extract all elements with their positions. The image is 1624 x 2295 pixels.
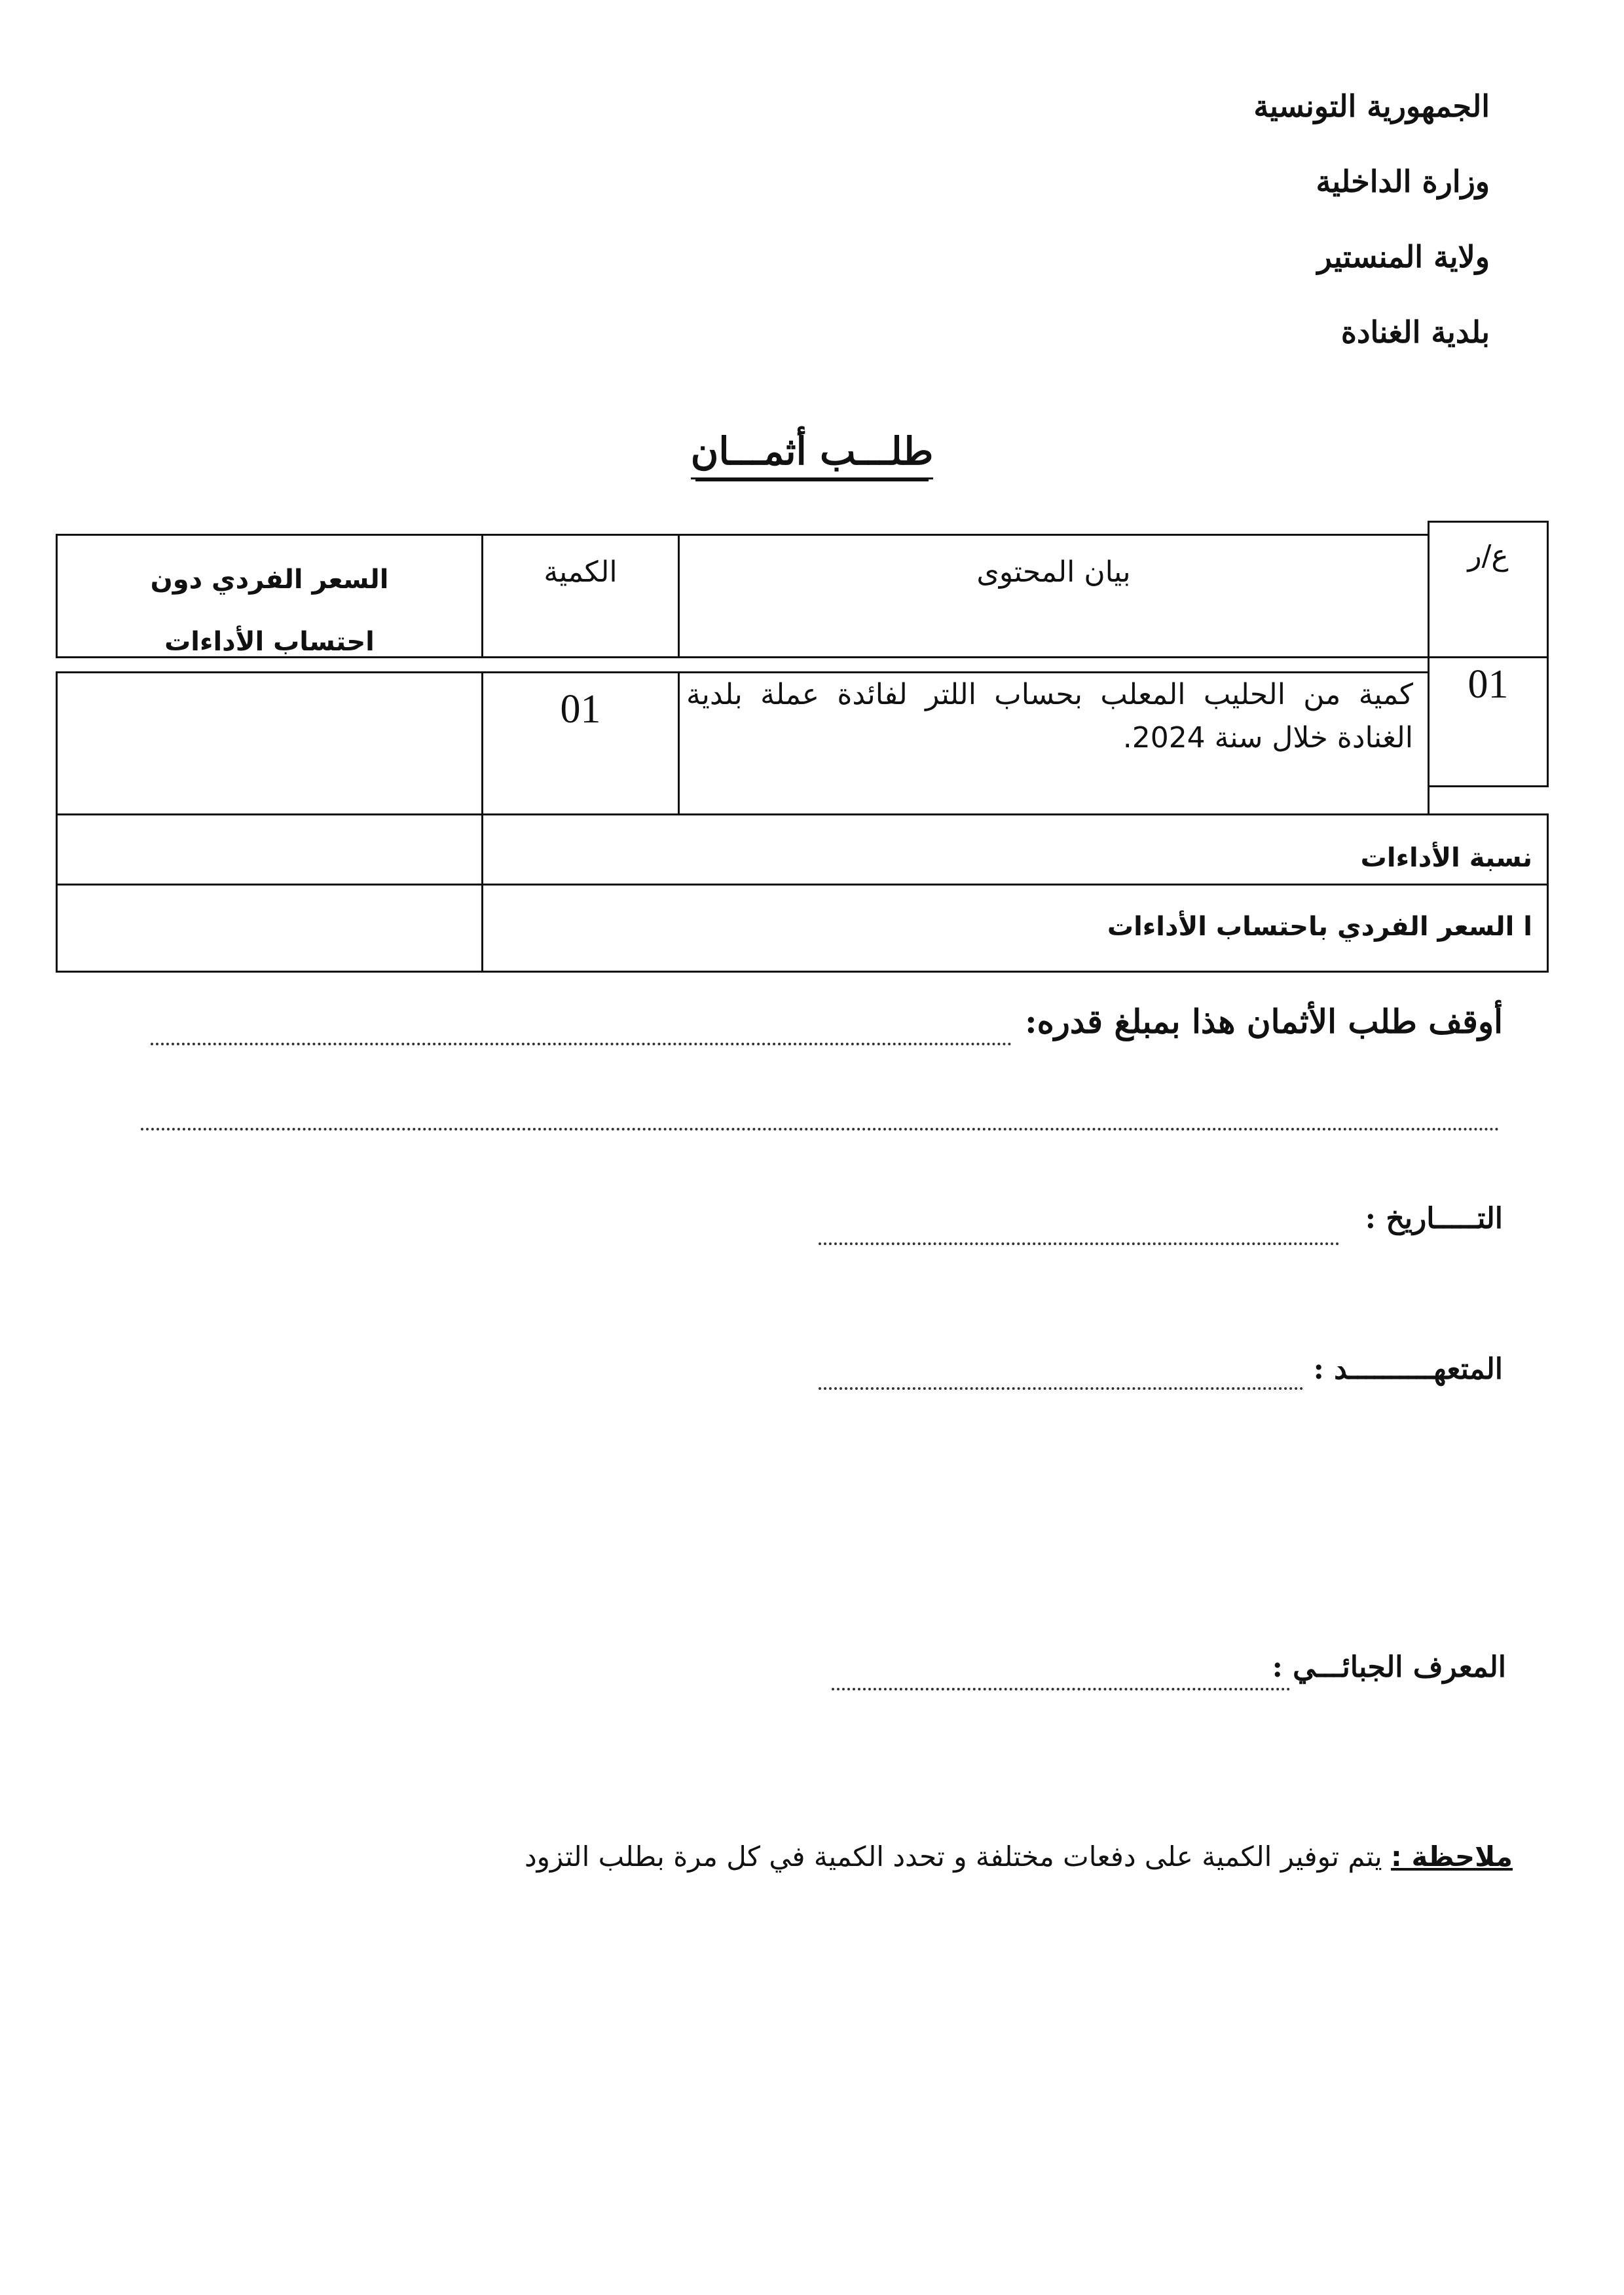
tax-id-label: المعرف الجبائـــي : <box>1272 1651 1506 1684</box>
supplier-label: المتعهــــــــــد : <box>1313 1353 1503 1386</box>
amount-label: أوقف طلب الأثمان هذا بمبلغ قدره: <box>1025 1002 1503 1041</box>
row-unit-price-cell <box>56 671 483 815</box>
note <box>525 1840 1513 1873</box>
page-title <box>0 429 1624 479</box>
header-unit-price-line2: احتساب الأداءات <box>164 627 375 657</box>
row-quantity-cell <box>481 671 680 815</box>
header-unit-price-cell <box>56 534 483 658</box>
price-with-tax-label: ا السعر الفردي باحتساب الأداءات <box>1107 912 1532 942</box>
header-description-cell <box>678 534 1430 658</box>
header-quantity: الكمية <box>544 555 618 589</box>
note-text: يتم توفير الكمية على دفعات مختلفة و تحدد الكمية في كل مرة بطلب التزود <box>524 1840 1382 1873</box>
tax-id-dotted-line[interactable] <box>832 1688 1290 1690</box>
supplier-dotted-line[interactable] <box>819 1387 1303 1390</box>
date-dotted-line[interactable] <box>819 1242 1339 1245</box>
row-number-cell <box>1428 656 1549 787</box>
row-description: كمية من الحليب المعلب بحساب اللتر لفائدة عملة بلدية الغنادة خلال سنة 2024. <box>686 678 1413 755</box>
price-with-tax-value-cell <box>56 884 483 973</box>
page-title-text: طلـــب أثمـــان <box>691 429 934 479</box>
date-label: التـــــاريخ : <box>1365 1202 1503 1235</box>
amount-dotted-line-2[interactable] <box>141 1128 1500 1130</box>
row-quantity: 01 <box>560 687 601 732</box>
tax-rate-label: نسبة الأداءات <box>1360 843 1532 873</box>
note-label: ملاحظة : <box>1391 1840 1513 1873</box>
row-description-cell <box>678 671 1430 815</box>
header-number: ع/ر <box>1467 539 1509 572</box>
header-number-cell <box>1428 521 1549 658</box>
row-number: 01 <box>1467 662 1509 707</box>
header-quantity-cell <box>481 534 680 658</box>
price-with-tax-label-cell <box>481 884 1549 973</box>
header-unit-price-line1: السعر الفردي دون <box>150 565 389 595</box>
amount-dotted-line[interactable] <box>151 1043 1012 1045</box>
tax-rate-value-cell <box>56 813 483 886</box>
header-municipality: بلدية الغنادة <box>1340 314 1490 350</box>
header-ministry: وزارة الداخلية <box>1316 164 1490 199</box>
header-governorate: ولاية المنستير <box>1317 239 1490 274</box>
tax-rate-label-cell <box>481 813 1549 886</box>
header-description: بيان المحتوى <box>976 555 1131 589</box>
header-country: الجمهورية التونسية <box>1253 88 1490 124</box>
price-request-table <box>56 521 1549 973</box>
